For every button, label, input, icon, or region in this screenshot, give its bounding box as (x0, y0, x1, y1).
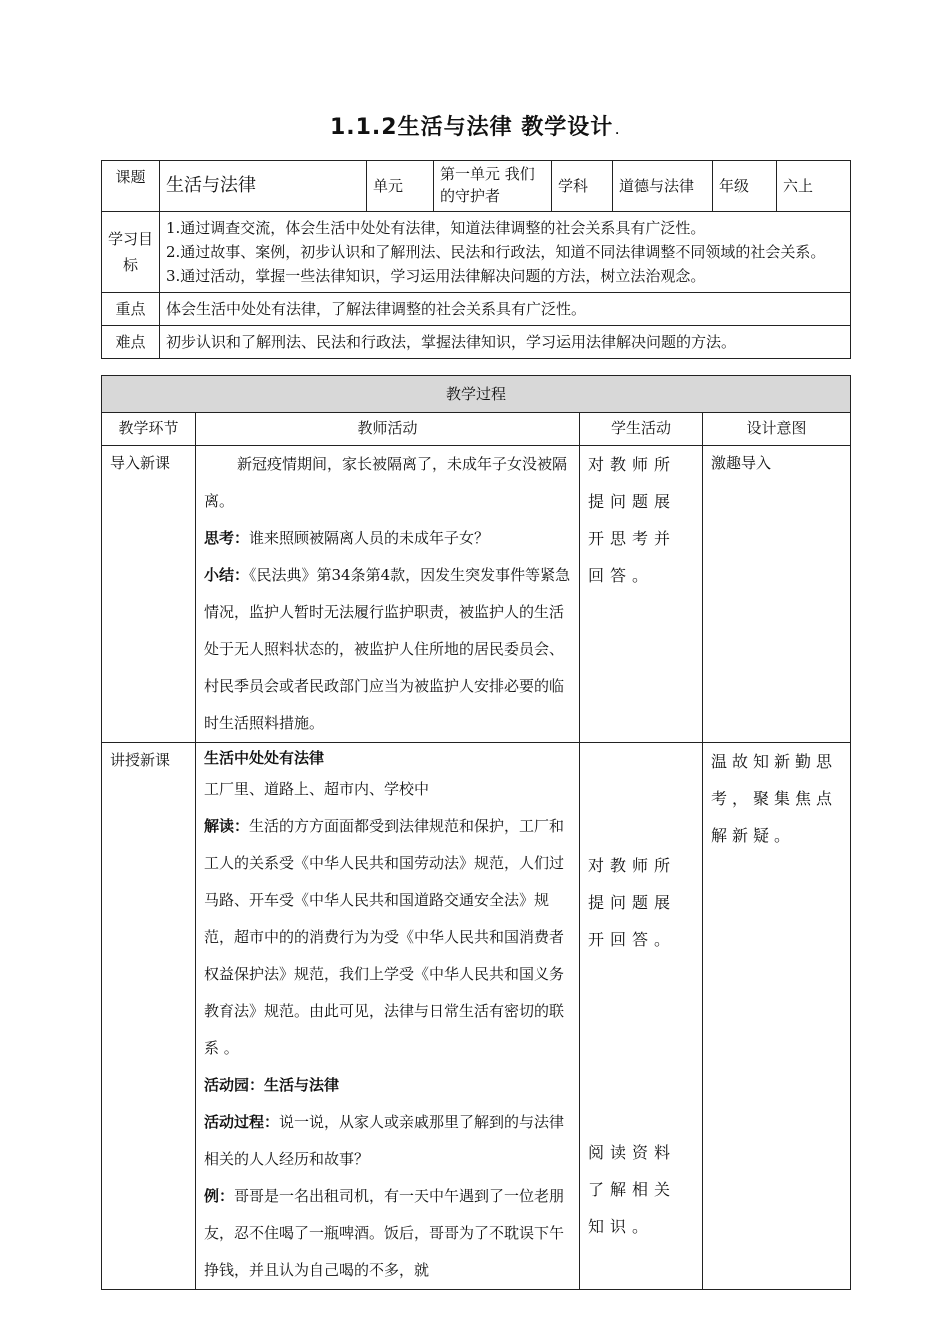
think-paragraph (204, 520, 571, 557)
subject-value: 道德与法律 (613, 161, 713, 212)
grade-value: 六上 (777, 161, 851, 212)
header-stage: 教学环节 (102, 413, 196, 446)
process-row-new (102, 743, 851, 1290)
process-label: 活动过程： (204, 1113, 280, 1131)
goal-item: 1.通过调查交流，体会生活中处处有法律，知道法律调整的社会关系具有广泛性。 (166, 219, 706, 237)
interp-text: 生活的方方面面都受到法律规范和保护，工厂和工人的关系受《中华人民共和国劳动法》规范，人们过马路、开车受《中华人民共和国道路交通安全法》规范，超市中的的消费行为为受《中华人民共和国消费者权益保护法》规范，我们上学受《中华人民共和国义务教育法》规范。由此可见，法律与日常生活有密切的联系 。 (204, 817, 565, 1057)
title-mark: . (615, 126, 621, 137)
student-text-2: 阅读资料了解相关知识。 (588, 1143, 677, 1236)
header-student: 学生活动 (580, 413, 703, 446)
example-paragraph (204, 1178, 571, 1289)
grade-label: 年级 (713, 161, 777, 212)
info-row-goals (102, 212, 851, 293)
process-band (102, 376, 851, 413)
example-text: 哥哥是一名出租司机，有一天中午遇到了一位老朋友，忍不住喝了一瓶啤酒。饭后，哥哥为了不耽误下午挣钱，并且认为自己喝的不多，就 (204, 1187, 565, 1279)
process-table (101, 375, 851, 1290)
key-label: 重点 (102, 293, 160, 326)
difficulty-value: 初步认识和了解刑法、民法和行政法，掌握法律知识，学习运用法律解决问题的方法。 (160, 326, 851, 359)
activity-process (204, 1104, 571, 1178)
goal-item: 2.通过故事、案例，初步认识和了解刑法、民法和行政法，知道不同法律调整不同领域的社会关系。 (166, 243, 826, 261)
info-row-difficulty (102, 326, 851, 359)
goal-item: 3.通过活动，掌握一些法律知识，学习运用法律解决问题的方法，树立法治观念。 (166, 267, 706, 285)
teacher-activity-intro (196, 446, 580, 743)
intent-text: 温故知新勤思考，聚集焦点解新疑。 (711, 752, 838, 845)
summary-label: 小结： (204, 566, 250, 584)
header-intent: 设计意图 (703, 413, 851, 446)
process-header-row (102, 413, 851, 446)
info-row-basic (102, 161, 851, 212)
topic-value: 生活与法律 (160, 161, 367, 212)
interp-label: 解读： (204, 817, 250, 835)
key-value: 体会生活中处处有法律，了解法律调整的社会关系具有广泛性。 (160, 293, 851, 326)
info-table (101, 160, 851, 359)
header-teacher: 教师活动 (196, 413, 580, 446)
student-activity-new (580, 743, 703, 1290)
section-heading: 生活中处处有法律 (204, 749, 325, 767)
intent-intro: 激趣导入 (703, 446, 851, 743)
stage-new: 讲授新课 (102, 743, 196, 1290)
unit-label: 单元 (367, 161, 434, 212)
subject-label: 学科 (552, 161, 613, 212)
places-text: 工厂里、道路上、超市内、学校中 (204, 780, 430, 798)
unit-value: 第一单元 我们的守护者 (434, 161, 552, 212)
title-text: 1.1.2生活与法律 教学设计 (329, 115, 614, 140)
example-label: 例： (204, 1187, 235, 1205)
interp-paragraph (204, 808, 571, 1067)
process-text: 说一说，从家人或亲戚那里了解到的与法律相关的人人经历和故事？ (204, 1113, 565, 1168)
teacher-activity-new (196, 743, 580, 1290)
summary-paragraph (204, 557, 571, 742)
process-band-title: 教学过程 (102, 376, 851, 413)
page-title (0, 110, 950, 141)
intro-text: 新冠疫情期间，家长被隔离了，未成年子女没被隔离。 (204, 455, 568, 510)
activity-title: 活动园：生活与法律 (204, 1076, 340, 1094)
stage-intro: 导入新课 (102, 446, 196, 743)
student-text-1: 对教师所提问题展开回答。 (588, 856, 677, 949)
think-text: 谁来照顾被隔离人员的未成年子女？ (249, 529, 490, 547)
intent-new (703, 743, 851, 1290)
process-row-intro (102, 446, 851, 743)
student-text: 对教师所提问题展开思考并回答。 (588, 455, 677, 585)
student-activity-intro (580, 446, 703, 743)
topic-label: 课题 (102, 161, 160, 212)
goals-list (160, 212, 851, 293)
info-row-key (102, 293, 851, 326)
think-label: 思考： (204, 529, 250, 547)
goals-label: 学习目标 (102, 212, 160, 293)
difficulty-label: 难点 (102, 326, 160, 359)
summary-text: 《民法典》第34条第4款，因发生突发事件等紧急情况，监护人暂时无法履行监护职责，被监护人的生活处于无人照料状态的，被监护人住所地的居民委员会、村民季员会或者民政部门应当为被监护人安排必要的临时生活照料措施。 (204, 566, 571, 732)
